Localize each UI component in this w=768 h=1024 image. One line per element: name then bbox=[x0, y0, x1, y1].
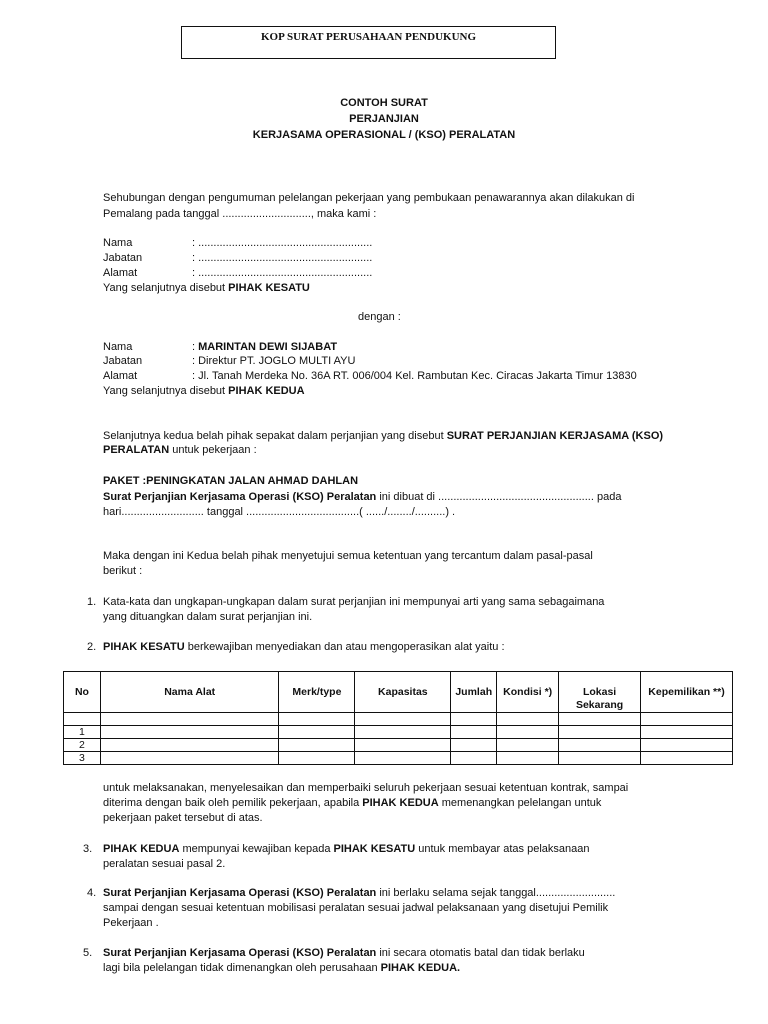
p2-disebut bbox=[103, 385, 305, 397]
maka-line1: Maka dengan ini Kedua belah pihak menyetujui semua ketentuan yang tercantum dalam pasal-pasal bbox=[103, 550, 593, 562]
sepakat-text2: untuk pekerjaan : bbox=[169, 444, 257, 456]
table-header-row bbox=[64, 672, 733, 713]
p1-jabatan-label: Jabatan bbox=[103, 252, 143, 264]
item5-line2-bold: PIHAK KEDUA. bbox=[380, 962, 461, 974]
p1-alamat-label: Alamat bbox=[103, 267, 138, 279]
item4-line1 bbox=[103, 887, 615, 899]
table-cell bbox=[100, 752, 279, 765]
col-header: Jumlah bbox=[451, 672, 497, 713]
letterhead-box bbox=[181, 26, 556, 59]
sepakat-bold2: PERALATAN bbox=[103, 444, 170, 456]
dibuat-bold: Surat Perjanjian Kerjasama Operasi (KSO) Peralatan bbox=[103, 491, 377, 503]
table-cell bbox=[451, 752, 497, 765]
item5-num: 5. bbox=[83, 947, 93, 959]
item2-bold: PIHAK KESATU bbox=[103, 641, 185, 653]
intro-line2: Pemalang pada tanggal ............................., maka kami : bbox=[103, 208, 377, 220]
table-cell: 3 bbox=[64, 752, 101, 765]
item4-text: ini berlaku selama sejak tanggal.......................... bbox=[376, 887, 616, 899]
p2-jabatan-label: Jabatan bbox=[103, 355, 143, 367]
table-cell bbox=[279, 752, 355, 765]
paket-title: PAKET :PENINGKATAN JALAN AHMAD DAHLAN bbox=[103, 475, 359, 487]
table-cell bbox=[451, 713, 497, 726]
intro-line1: Sehubungan dengan pengumuman pelelangan pekerjaan yang pembukaan penawarannya akan dilakukan di bbox=[103, 192, 635, 204]
item2-text: berkewajiban menyediakan dan atau mengoperasikan alat yaitu : bbox=[184, 641, 505, 653]
table-cell: 2 bbox=[64, 739, 101, 752]
p2-alamat-value: : Jl. Tanah Merdeka No. 36A RT. 006/004 Kel. Rambutan Kec. Ciracas Jakarta Timur 13830 bbox=[192, 370, 637, 382]
col-header: Kepemilikan **) bbox=[641, 672, 733, 713]
item3-bold2: PIHAK KESATU bbox=[333, 843, 416, 855]
table-cell bbox=[559, 752, 641, 765]
item3-line2: peralatan sesuai pasal 2. bbox=[103, 858, 226, 870]
col-header: Kondisi *) bbox=[497, 672, 559, 713]
p2-alamat-label: Alamat bbox=[103, 370, 138, 382]
table-cell bbox=[641, 726, 733, 739]
p2-nama-prefix: : bbox=[192, 341, 199, 353]
col-header: No bbox=[64, 672, 101, 713]
p2-disebut-name: PIHAK KEDUA bbox=[228, 385, 305, 397]
dibuat-line2: hari........................... tanggal .....................................( ....../......../..........) . bbox=[103, 506, 456, 518]
p1-jabatan-value: : ......................................................... bbox=[192, 252, 373, 264]
sepakat-bold1: SURAT PERJANJIAN KERJASAMA (KSO) bbox=[446, 430, 664, 442]
item5-text: ini secara otomatis batal dan tidak berlaku bbox=[376, 947, 585, 959]
item5-line1 bbox=[103, 947, 585, 959]
table-cell bbox=[497, 752, 559, 765]
sepakat-line1 bbox=[103, 430, 663, 442]
table-cell bbox=[641, 713, 733, 726]
table-cell: 1 bbox=[64, 726, 101, 739]
table-cell bbox=[641, 752, 733, 765]
equipment-table bbox=[63, 671, 733, 765]
item5-line2-text: lagi bila pelelangan tidak dimenangkan oleh perusahaan bbox=[103, 962, 381, 974]
table-cell bbox=[100, 713, 279, 726]
table-cell bbox=[451, 726, 497, 739]
table-cell bbox=[497, 739, 559, 752]
after-table-line2 bbox=[103, 797, 601, 809]
col-header: Lokasi Sekarang bbox=[559, 672, 641, 713]
doc-title-line3: KERJASAMA OPERASIONAL / (KSO) PERALATAN bbox=[252, 129, 516, 141]
after-table-text: diterima dengan baik oleh pemilik pekerjaan, apabila bbox=[103, 797, 363, 809]
col-header: Nama Alat bbox=[100, 672, 279, 713]
table-row bbox=[64, 752, 733, 765]
item2-num: 2. bbox=[87, 641, 97, 653]
item5-bold: Surat Perjanjian Kerjasama Operasi (KSO) Peralatan bbox=[103, 947, 377, 959]
p1-alamat-value: : ......................................................... bbox=[192, 267, 373, 279]
item1-line2: yang dituangkan dalam surat perjanjian ini. bbox=[103, 611, 313, 623]
table-row bbox=[64, 713, 733, 726]
table-cell bbox=[64, 713, 101, 726]
table-cell bbox=[355, 713, 451, 726]
p2-disebut-text: Yang selanjutnya disebut bbox=[103, 385, 226, 397]
table-cell bbox=[497, 726, 559, 739]
p2-nama-value: MARINTAN DEWI SIJABAT bbox=[198, 341, 338, 353]
sepakat-text1: Selanjutnya kedua belah pihak sepakat dalam perjanjian yang disebut bbox=[103, 430, 447, 442]
table-cell bbox=[279, 713, 355, 726]
after-table-bold: PIHAK KEDUA bbox=[362, 797, 439, 809]
doc-title-line1: CONTOH SURAT bbox=[340, 97, 428, 109]
table-cell bbox=[355, 726, 451, 739]
after-table-tail: memenangkan pelelangan untuk bbox=[438, 797, 602, 809]
p2-jabatan-value: : Direktur PT. JOGLO MULTI AYU bbox=[192, 355, 356, 367]
dibuat-text: ini dibuat di ................................................... pada bbox=[376, 491, 622, 503]
item3-bold1: PIHAK KEDUA bbox=[103, 843, 180, 855]
item5-line2 bbox=[103, 962, 460, 974]
sepakat-line2 bbox=[103, 444, 257, 456]
table-cell bbox=[451, 739, 497, 752]
table-cell bbox=[559, 713, 641, 726]
table-cell bbox=[100, 739, 279, 752]
col-header: Merk/type bbox=[279, 672, 355, 713]
p2-nama-label: Nama bbox=[103, 341, 133, 353]
p2-nama bbox=[192, 341, 337, 353]
p1-nama-value: : ......................................................... bbox=[192, 237, 373, 249]
table-cell bbox=[559, 739, 641, 752]
item1-num: 1. bbox=[87, 596, 97, 608]
item4-num: 4. bbox=[87, 887, 97, 899]
p1-disebut bbox=[103, 282, 310, 294]
table-cell bbox=[355, 739, 451, 752]
item3-text1: mempunyai kewajiban kepada bbox=[179, 843, 334, 855]
table-cell bbox=[497, 713, 559, 726]
table-cell bbox=[559, 726, 641, 739]
dengan-label: dengan : bbox=[358, 311, 401, 323]
table-row bbox=[64, 726, 733, 739]
dibuat-line1 bbox=[103, 491, 621, 503]
item2-line bbox=[103, 641, 505, 653]
doc-title-line2: PERJANJIAN bbox=[349, 113, 419, 125]
letterhead-text: KOP SURAT PERUSAHAAN PENDUKUNG bbox=[260, 31, 477, 43]
after-table-line1: untuk melaksanakan, menyelesaikan dan memperbaiki seluruh pekerjaan sesuai ketentuan kontrak, sampai bbox=[103, 782, 629, 794]
item1-line1: Kata-kata dan ungkapan-ungkapan dalam surat perjanjian ini mempunyai arti yang sama sebagaimana bbox=[103, 596, 605, 608]
item4-line2: sampai dengan sesuai ketentuan mobilisasi peralatan sesuai jadwal pelaksanaan yang disetujui Pemilik bbox=[103, 902, 609, 914]
table-cell bbox=[100, 726, 279, 739]
col-header: Kapasitas bbox=[355, 672, 451, 713]
item4-line3: Pekerjaan . bbox=[103, 917, 159, 929]
item3-line1 bbox=[103, 843, 589, 855]
table-row bbox=[64, 739, 733, 752]
p1-disebut-name: PIHAK KESATU bbox=[228, 282, 310, 294]
table-cell bbox=[279, 739, 355, 752]
table-cell bbox=[641, 739, 733, 752]
item3-text2: untuk membayar atas pelaksanaan bbox=[415, 843, 590, 855]
item3-num: 3. bbox=[83, 843, 93, 855]
table-cell bbox=[279, 726, 355, 739]
table-cell bbox=[355, 752, 451, 765]
p1-nama-label: Nama bbox=[103, 237, 133, 249]
maka-line2: berikut : bbox=[103, 565, 143, 577]
after-table-line3: pekerjaan paket tersebut di atas. bbox=[103, 812, 263, 824]
p1-disebut-text: Yang selanjutnya disebut bbox=[103, 282, 226, 294]
item4-bold: Surat Perjanjian Kerjasama Operasi (KSO) Peralatan bbox=[103, 887, 377, 899]
